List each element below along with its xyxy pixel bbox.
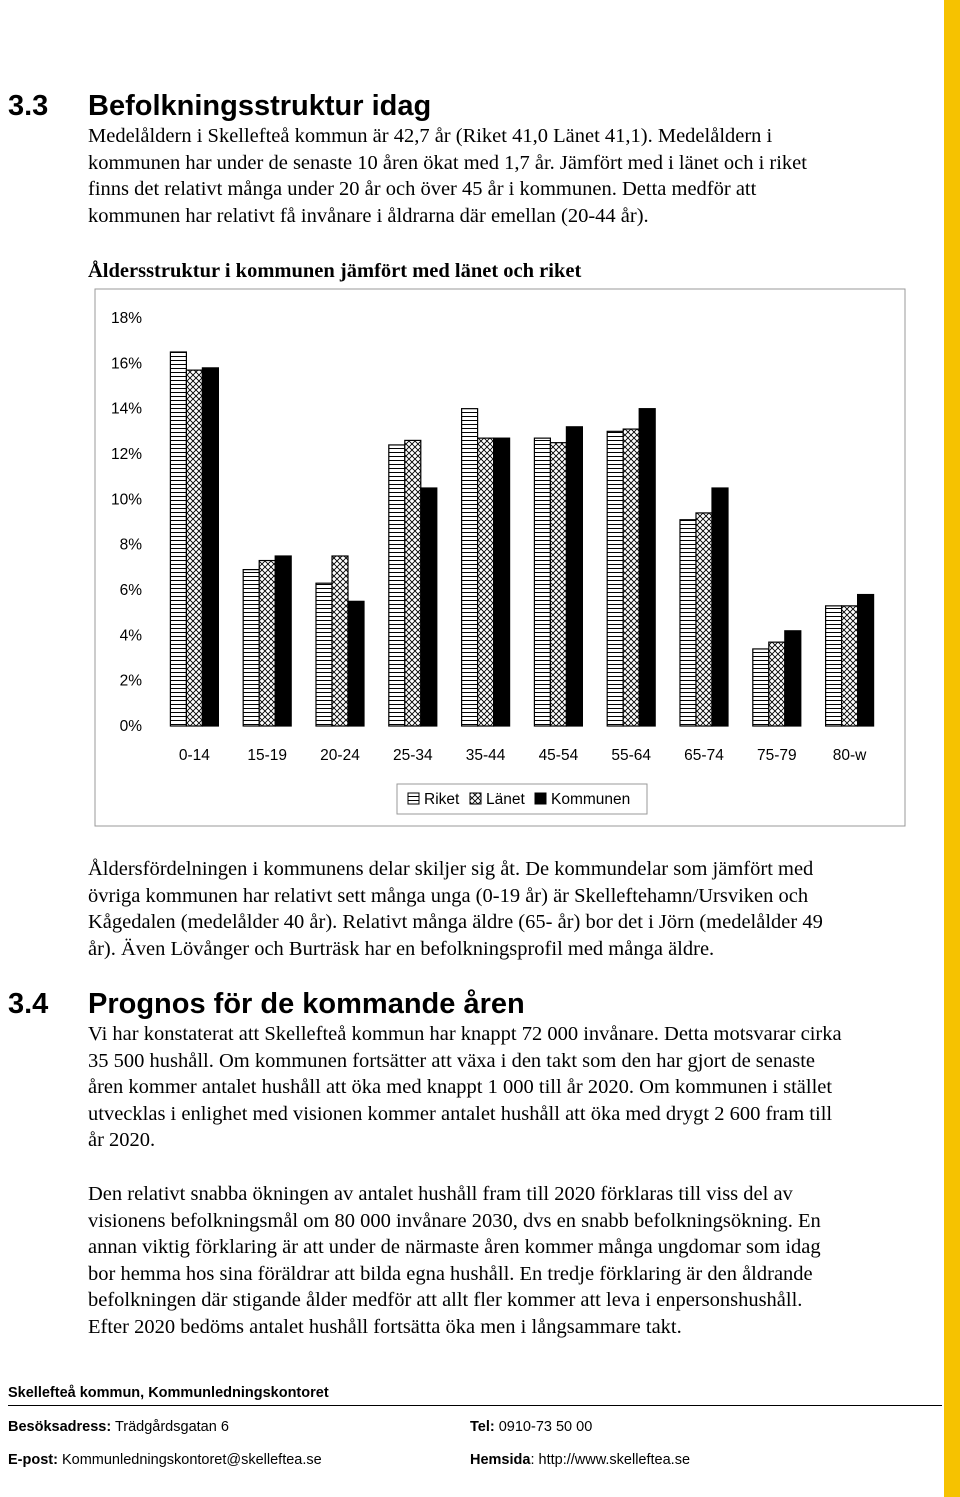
bar-kommunen (566, 427, 582, 726)
bar-kommunen (785, 631, 801, 726)
bar-kommunen (202, 368, 218, 726)
prognosis-paragraph-1 (88, 1021, 938, 1154)
phone-value: 0910-73 50 00 (498, 1419, 593, 1435)
age-structure-chart (94, 288, 906, 828)
text-line: utvecklas i enlighet med visionen kommer antalet hushåll att öka med drygt 2 600 fram till (88, 1102, 833, 1125)
bar-riket (462, 409, 478, 726)
bar-kommunen (712, 488, 728, 726)
footer-email (8, 1451, 322, 1469)
prognosis-paragraph-2 (88, 1181, 938, 1341)
section-heading-3-4 (8, 988, 525, 1020)
footer-divider (8, 1405, 942, 1406)
bar-lanet (478, 438, 494, 726)
bar-kommunen (639, 409, 655, 726)
footer-address (8, 1418, 229, 1436)
bar-lanet (186, 370, 202, 726)
x-tick-label: 75-79 (756, 747, 797, 764)
text-line: åren kommer antalet hushåll att öka med knappt 1 000 till år 2020. Om kommunen i stället (88, 1076, 833, 1099)
bar-kommunen (494, 438, 510, 726)
text-line: finns det relativt många under 20 år och över 45 år i kommunen. Detta medför att (88, 178, 757, 201)
footer-org-name: Skellefteå kommun, Kommunledningskontoret (8, 1385, 329, 1401)
x-tick-label: 65-74 (684, 747, 724, 764)
bar-lanet (259, 561, 275, 726)
bar-kommunen (858, 595, 874, 726)
bar-lanet (405, 440, 421, 726)
x-tick-label: 15-19 (247, 747, 288, 764)
text-line: befolkningen där stigande ålder medför att allt fler kommer att leva i enpersonshushåll. (88, 1289, 803, 1312)
bar-lanet (550, 443, 566, 726)
web-label: Hemsida (470, 1452, 531, 1468)
section-title: Befolkningsstruktur idag (88, 90, 432, 122)
x-tick-label: 55-64 (611, 747, 652, 764)
bar-riket (607, 431, 623, 726)
section-number: 3.3 (8, 90, 49, 122)
legend-swatch-kommunen (535, 793, 546, 804)
bar-riket (753, 649, 769, 726)
section-title: Prognos för de kommande åren (88, 988, 525, 1020)
chart-title: Åldersstruktur i kommunen jämfört med länet och riket (88, 260, 582, 282)
y-tick-label: 14% (110, 400, 142, 418)
text-line: Den relativt snabba ökningen av antalet hushåll fram till 2020 förklaras till viss del av (88, 1183, 793, 1205)
text-line: kommunen har under de senaste 10 åren ökat med 1,7 år. Jämfört med i länet och i riket (88, 151, 807, 174)
text-line: Åldersfördelningen i kommunens delar skiljer sig åt. De kommundelar som jämfört med (88, 858, 814, 880)
y-tick-label: 18% (110, 310, 142, 327)
text-line: annan viktig förklaring är att under de närmaste åren kommer många ungdomar som idag (88, 1236, 821, 1259)
legend-label: Riket (424, 791, 460, 808)
x-tick-label: 20-24 (320, 747, 360, 764)
y-tick-label: 6% (119, 582, 142, 599)
text-line: Efter 2020 bedöms antalet hushåll fortsätta öka men i långsammare takt. (88, 1315, 682, 1338)
distribution-paragraph (88, 856, 938, 962)
bar-lanet (769, 642, 785, 726)
bar-lanet (623, 429, 639, 726)
bar-riket (534, 438, 550, 726)
text-line: visionens befolkningsmål om 80 000 invånare 2030, dvs en snabb befolkningsökning. En (88, 1209, 821, 1232)
bar-lanet (332, 556, 348, 726)
email-label: E-post: (8, 1452, 58, 1468)
accent-bar (944, 0, 960, 1497)
legend-swatch-riket (408, 793, 419, 804)
y-tick-label: 2% (119, 672, 142, 690)
y-tick-label: 10% (110, 491, 142, 509)
bar-riket (826, 606, 842, 726)
legend-label: Länet (486, 791, 525, 808)
footer-phone (470, 1418, 592, 1436)
x-tick-label: 80-w (832, 747, 867, 764)
bar-riket (170, 352, 186, 726)
x-tick-label: 0-14 (178, 747, 210, 764)
text-line: kommunen har relativt få invånare i åldrarna där emellan (20-44 år). (88, 204, 649, 227)
section-number: 3.4 (8, 988, 49, 1020)
address-label: Besöksadress: (8, 1419, 112, 1435)
x-tick-label: 35-44 (465, 747, 506, 764)
bar-riket (316, 583, 332, 726)
text-line: år 2020. (88, 1129, 156, 1152)
y-tick-label: 12% (110, 446, 142, 463)
legend-label: Kommunen (551, 791, 631, 808)
bar-kommunen (421, 488, 437, 726)
text-line: Medelåldern i Skellefteå kommun är 42,7 år (Riket 41,0 Länet 41,1). Medelåldern i (88, 125, 773, 147)
footer-org (8, 1384, 329, 1402)
footer-web (470, 1451, 690, 1469)
text-line: bor hemma hos sina föräldrar att bilda egna hushåll. En tredje förklaring är den åldrande (88, 1262, 813, 1285)
text-line: 35 500 hushåll. Om kommunen fortsätter att växa i den takt som den har gjort de senaste (88, 1049, 816, 1072)
address-value: Trädgårdsgatan 6 (114, 1419, 229, 1435)
bar-kommunen (275, 556, 291, 726)
bar-riket (389, 445, 405, 726)
y-tick-label: 16% (110, 355, 142, 373)
text-line: Vi har konstaterat att Skellefteå kommun har knappt 72 000 invånare. Detta motsvarar cirka (88, 1023, 842, 1045)
text-line: Kågedalen (medelålder 40 år). Relativt många äldre (65- år) bor det i Jörn (medelålder 49 (88, 911, 823, 934)
bar-riket (243, 570, 259, 726)
text-line: år). Även Lövånger och Burträsk har en befolkningsprofil med många äldre. (88, 937, 715, 960)
bar-lanet (842, 606, 858, 726)
y-tick-label: 0% (119, 718, 142, 735)
bar-kommunen (348, 601, 364, 726)
y-tick-label: 4% (119, 627, 142, 645)
bar-lanet (696, 513, 712, 726)
y-tick-label: 8% (119, 536, 142, 554)
intro-paragraph (88, 123, 938, 229)
phone-label: Tel: (470, 1419, 495, 1435)
bar-riket (680, 520, 696, 726)
x-tick-label: 25-34 (392, 747, 433, 764)
section-heading-3-3 (8, 90, 431, 122)
legend-swatch-lanet (470, 793, 481, 804)
text-line: övriga kommunen har relativt sett många unga (0-19 år) är Skelleftehamn/Ursviken och (88, 884, 809, 907)
email-link[interactable]: Kommunledningskontoret@skelleftea.se (61, 1452, 322, 1468)
web-link[interactable]: : http://www.skelleftea.se (530, 1452, 691, 1468)
x-tick-label: 45-54 (538, 747, 579, 764)
